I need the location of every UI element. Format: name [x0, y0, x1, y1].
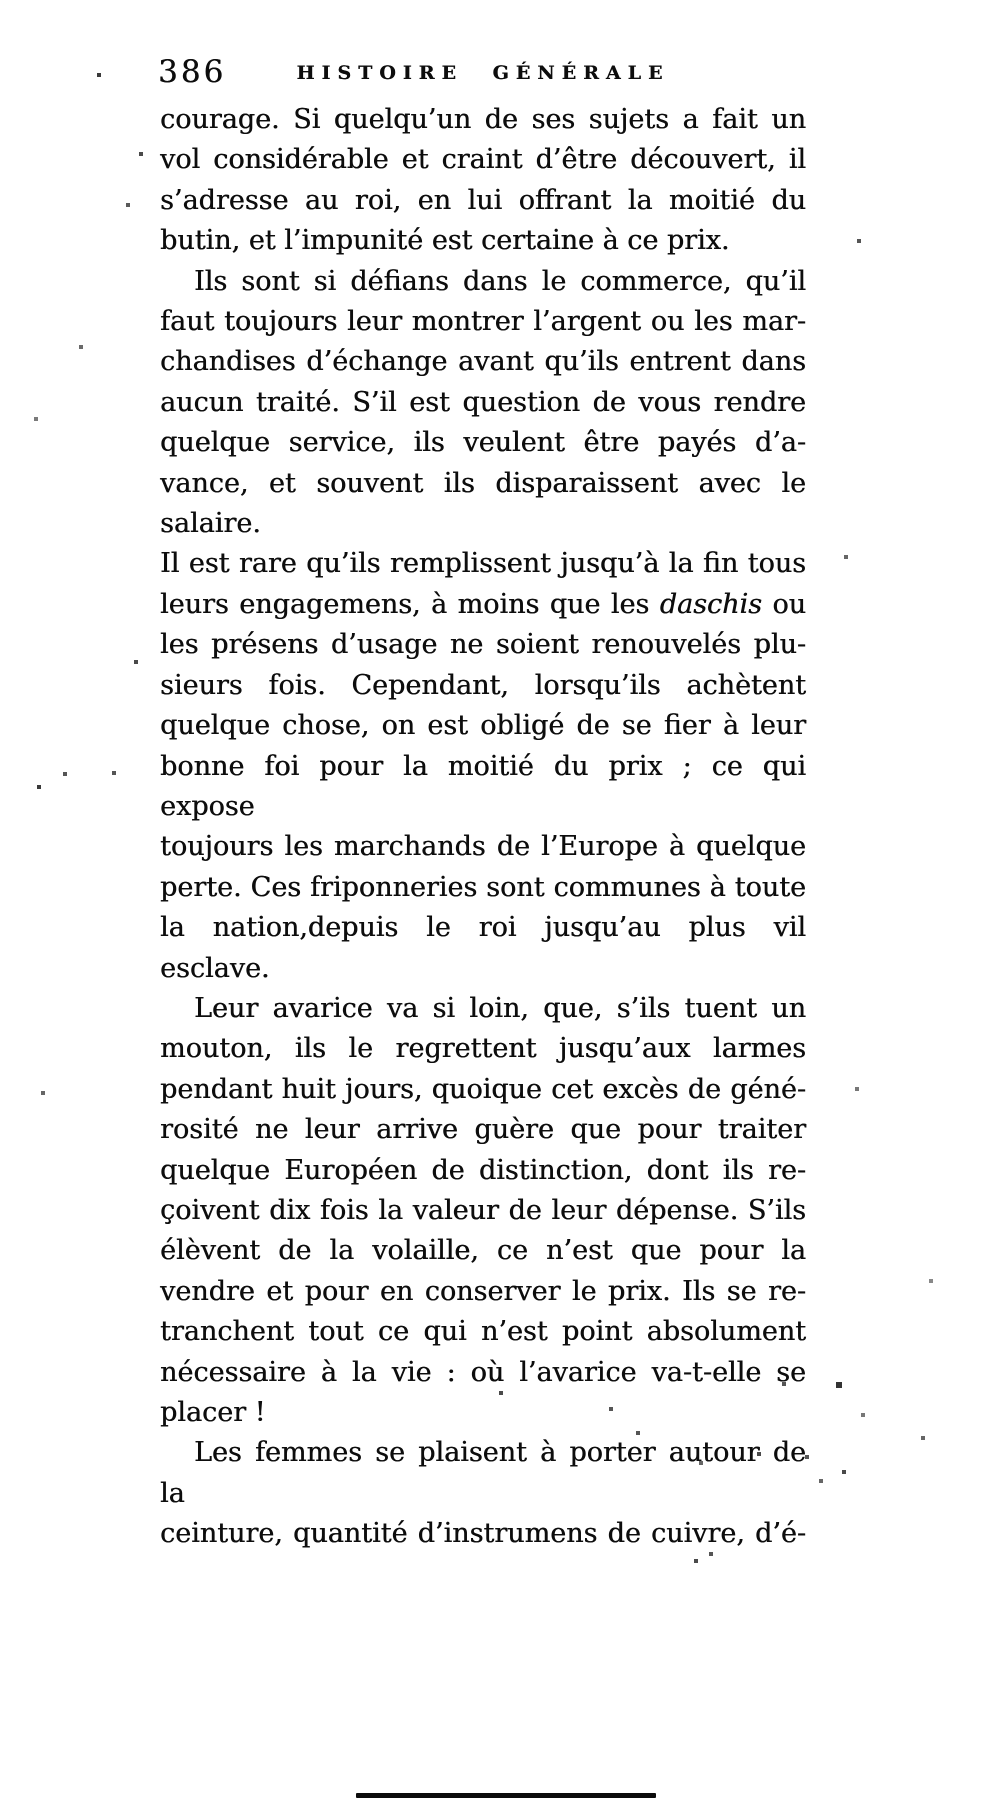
page-number: 386 — [158, 54, 227, 90]
text-line — [160, 585, 806, 625]
text-line: nécessaire à la vie : où l’avarice va-t-elle se — [160, 1356, 806, 1388]
text-line: faut toujours leur montrer l’argent ou les mar- — [160, 306, 806, 338]
running-header: HISTOIRE GÉNÉRALE — [296, 62, 670, 84]
text-line: Il est rare qu’ils remplissent jusqu’à la fin tous — [160, 548, 806, 580]
scan-specks — [0, 0, 2, 2]
text-line: placer ! — [160, 1397, 266, 1428]
text-line: vance, et souvent ils disparaissent avec le salaire. — [160, 467, 806, 540]
text-line: butin, et l’impunité est certaine à ce prix. — [160, 225, 730, 257]
text-segment: ou — [761, 588, 807, 620]
text-line: aucun traité. S’il est question de vous rendre — [160, 386, 806, 418]
text-line: quelque service, ils veulent être payés d’a- — [160, 427, 806, 459]
scan-artifact-bar — [356, 1793, 656, 1798]
text-line: Les femmes se plaisent à porter autour de la — [160, 1437, 806, 1509]
text-line: quelque Européen de distinction, dont ils re- — [160, 1154, 806, 1186]
text-line: la nation,depuis le roi jusqu’au plus vil esclave. — [160, 912, 806, 984]
text-line: vendre et pour en conserver le prix. Ils se re- — [160, 1275, 806, 1307]
text-line: tranchent tout ce qui n’est point absolument — [160, 1316, 806, 1348]
italic-term: daschis — [659, 588, 762, 620]
text-line: élèvent de la volaille, ce n’est que pour la — [160, 1235, 806, 1267]
text-line: ceinture, quantité d’instrumens de cuivre, d’é- — [160, 1518, 806, 1550]
text-line: Ils sont si défians dans le commerce, qu’il — [194, 265, 806, 297]
text-line: s’adresse au roi, en lui offrant la moitié du — [160, 184, 806, 216]
text-line: toujours les marchands de l’Europe à quelque — [160, 831, 806, 863]
text-line: çoivent dix fois la valeur de leur dépense. S’ils — [160, 1194, 806, 1226]
text-line: bonne foi pour la moitié du prix ; ce qui expose — [160, 750, 806, 822]
text-line: les présens d’usage ne soient renouvelés plu- — [160, 629, 806, 661]
text-line: perte. Ces friponneries sont communes à toute — [160, 871, 806, 903]
text-line: pendant huit jours, quoique cet excès de géné- — [160, 1073, 806, 1105]
text-segment: leurs engagemens, à moins que les — [160, 588, 660, 620]
text-line: vol considérable et craint d’être découvert, il — [160, 144, 806, 176]
text-line: sieurs fois. Cependant, lorsqu’ils achètent — [160, 669, 806, 701]
text-line: courage. Si quelqu’un de ses sujets a fait un — [160, 104, 806, 135]
text-line: chandises d’échange avant qu’ils entrent dans — [160, 346, 806, 378]
page-text — [160, 100, 806, 1555]
text-line: mouton, ils le regrettent jusqu’aux larmes — [160, 1033, 806, 1065]
text-line: quelque chose, on est obligé de se fier à leur — [160, 710, 806, 742]
text-line: Leur avarice va si loin, que, s’ils tuent un — [194, 992, 806, 1024]
text-line: rosité ne leur arrive guère que pour traiter — [160, 1114, 806, 1146]
